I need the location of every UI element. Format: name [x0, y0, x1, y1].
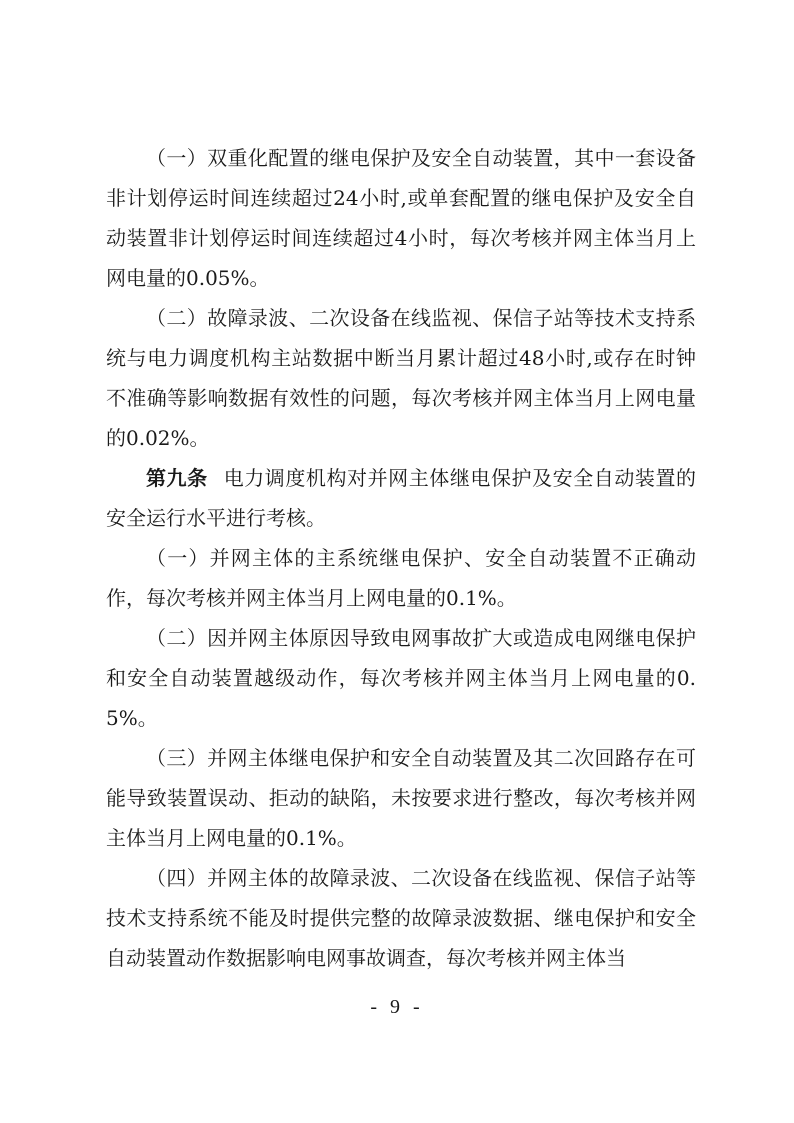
document-body: [106, 138, 696, 978]
article-text: 电力调度机构对并网主体继电保护及安全自动装置的安全运行水平进行考核。: [106, 466, 697, 530]
article-item-4: （四）并网主体的故障录波、二次设备在线监视、保信子站等技术支持系统不能及时提供完整的故障录波数据、继电保护和安全自动装置动作数据影响电网事故调查，每次考核并网主体当: [106, 866, 696, 970]
article-9-paragraph: [106, 458, 696, 538]
paragraph-2: （二）故障录波、二次设备在线监视、保信子站等技术支持系统与电力调度机构主站数据中断当月累计超过48小时,或存在时钟不准确等影响数据有效性的问题，每次考核并网主体当月上网电量的0.02%。: [106, 306, 696, 450]
article-item-3: （三）并网主体继电保护和安全自动装置及其二次回路存在可能导致装置误动、拒动的缺陷，未按要求进行整改，每次考核并网主体当月上网电量的0.1%。: [106, 746, 696, 850]
page-number: - 9 -: [370, 996, 424, 1018]
article-item-2: （二）因并网主体原因导致电网事故扩大或造成电网继电保护和安全自动装置越级动作，每次考核并网主体当月上网电量的0.5%。: [106, 626, 696, 730]
article-item-1: （一）并网主体的主系统继电保护、安全自动装置不正确动作，每次考核并网主体当月上网电量的0.1%。: [106, 546, 696, 610]
article-heading: 第九条: [146, 466, 208, 490]
paragraph-1: （一）双重化配置的继电保护及安全自动装置，其中一套设备非计划停运时间连续超过24小时,或单套配置的继电保护及安全自动装置非计划停运时间连续超过4小时，每次考核并网主体当月上网电量的0.05%。: [106, 146, 696, 290]
